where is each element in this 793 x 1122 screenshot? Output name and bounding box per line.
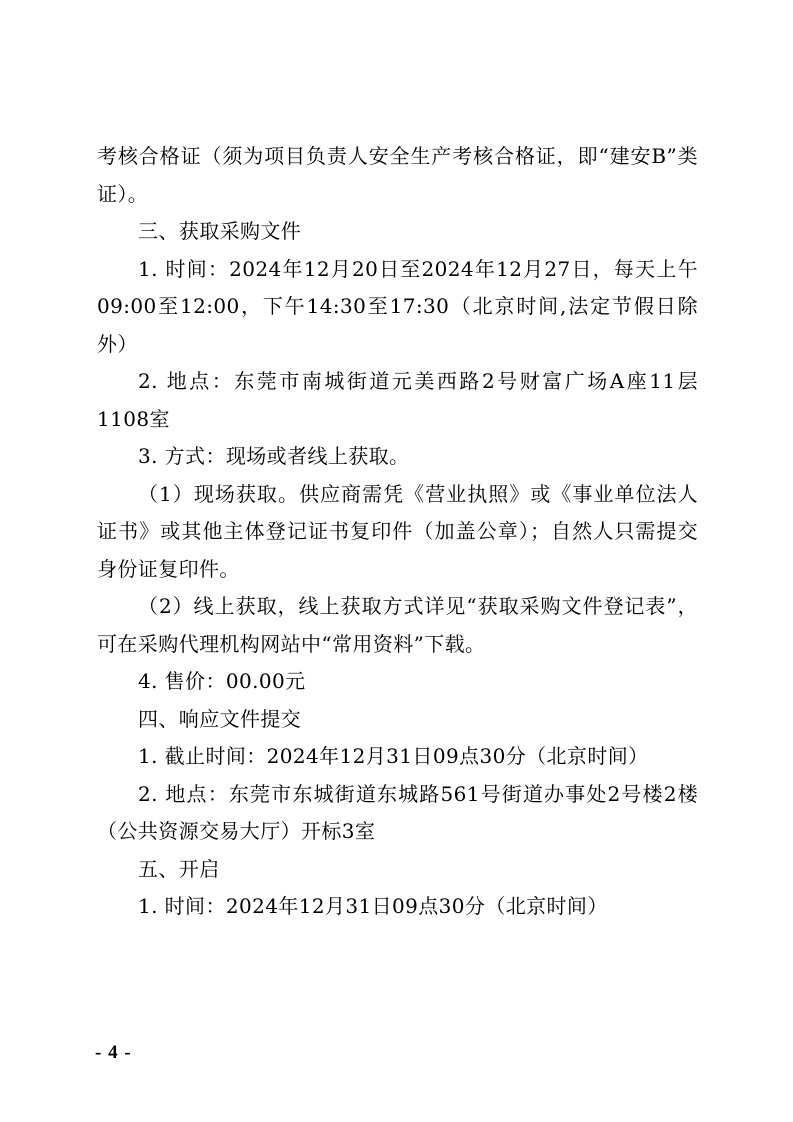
paragraph-obtain-time: 1. 时间：2024年12月20日至2024年12月27日，每天上午09:00至12:00，下午14:30至17:30（北京时间,法定节假日除外） — [97, 256, 698, 356]
paragraph-obtain-location: 2. 地点：东莞市南城街道元美西路2号财富广场A座11层1108室 — [97, 369, 698, 431]
heading-response-submission: 四、响应文件提交 — [138, 706, 302, 731]
paragraph-obtain-method: 3. 方式：现场或者线上获取。 — [138, 444, 410, 468]
paragraph-online-obtain: （2）线上获取，线上获取方式详见“获取采购文件登记表”，可在采购代理机构网站中“常用资料”下载。 — [97, 594, 698, 656]
document-body — [97, 138, 698, 926]
paragraph-submission-location: 2. 地点：东莞市东城街道东城路561号街道办事处2号楼2楼（公共资源交易大厅）开标3室 — [97, 781, 698, 843]
paragraph-qualification-continued: 考核合格证（须为项目负责人安全生产考核合格证，即“建安B”类证）。 — [97, 144, 698, 206]
page-number: - 4 - — [95, 1042, 132, 1063]
paragraph-onsite-obtain: （1）现场获取。供应商需凭《营业执照》或《事业单位法人证书》或其他主体登记证书复印件（加盖公章）；自然人只需提交身份证复印件。 — [97, 481, 698, 581]
paragraph-opening-time: 1. 时间：2024年12月31日09点30分（北京时间） — [138, 894, 608, 918]
heading-opening: 五、开启 — [138, 856, 220, 881]
paragraph-deadline: 1. 截止时间：2024年12月31日09点30分（北京时间） — [138, 744, 649, 768]
heading-obtain-procurement-documents: 三、获取采购文件 — [138, 219, 302, 243]
paragraph-price: 4. 售价：00.00元 — [138, 669, 306, 693]
